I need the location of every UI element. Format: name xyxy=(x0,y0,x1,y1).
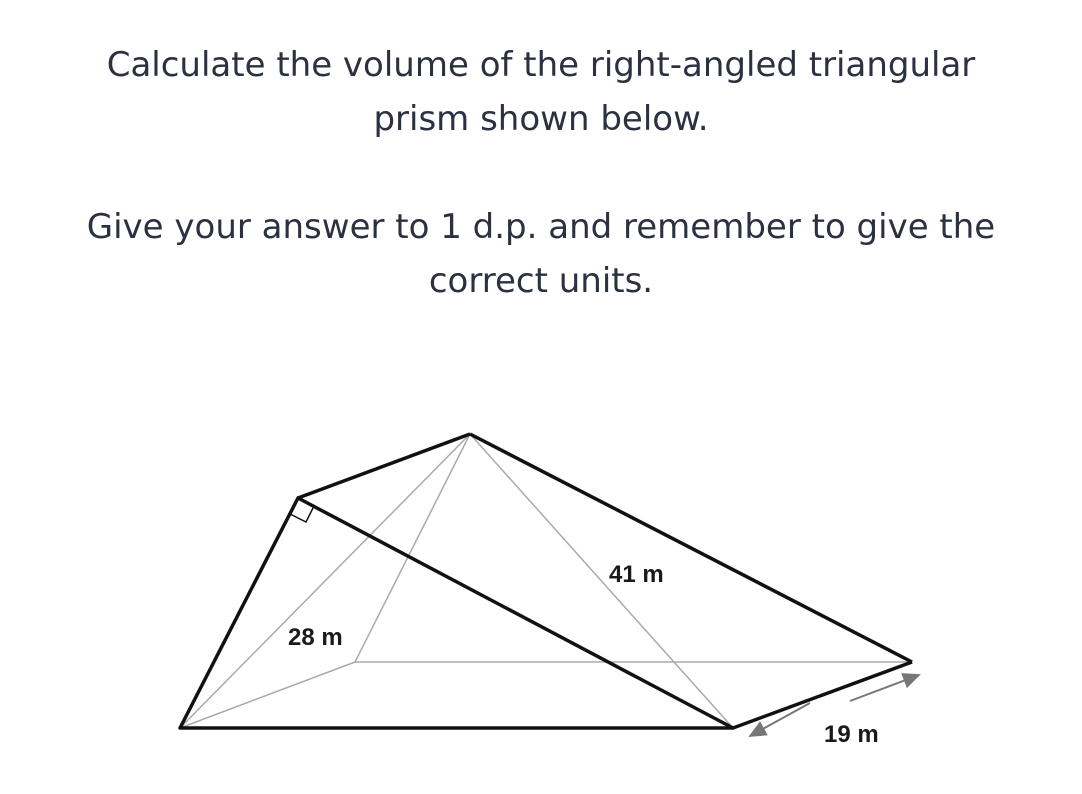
hidden-edge-diagonal-right xyxy=(470,434,733,728)
question-line-4: correct units. xyxy=(428,261,654,301)
hidden-edge-back-vertical xyxy=(355,434,470,662)
hidden-edges xyxy=(180,434,912,728)
right-base-edge xyxy=(733,662,912,728)
visible-edges xyxy=(180,434,912,728)
length-label: 19 m xyxy=(824,721,879,748)
hidden-edge-back-depth xyxy=(180,662,355,728)
length-dimension-arrow xyxy=(850,675,919,701)
hypotenuse-label: 41 m xyxy=(609,561,664,588)
question-line-3: Give your answer to 1 d.p. and remember to give the xyxy=(86,207,996,247)
height-label: 28 m xyxy=(288,624,343,651)
hidden-edge-diagonal-left xyxy=(180,434,470,728)
question-line-1: Calculate the volume of the right-angled triangular xyxy=(106,45,976,85)
question-line-2: prism shown below. xyxy=(373,99,709,139)
top-ridge-edge xyxy=(298,434,470,498)
sloped-top-edge xyxy=(470,434,912,662)
front-triangle-face xyxy=(180,498,733,728)
